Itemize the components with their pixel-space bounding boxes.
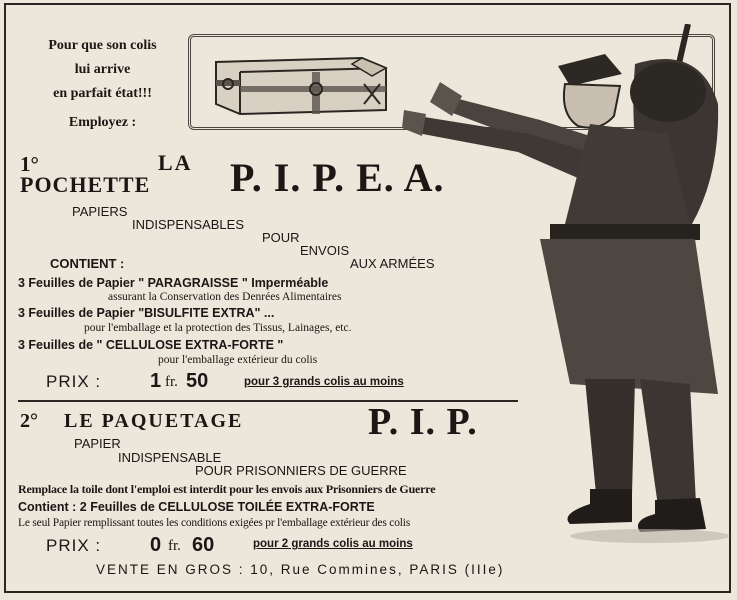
parcel-illustration — [212, 54, 390, 116]
section1-price-label: PRIX : — [46, 372, 102, 391]
section1-price-unit: fr. — [165, 374, 178, 390]
section2-price-cents: 60 — [192, 534, 215, 556]
section1-item-1-sub: assurant la Conservation des Denrées Alimentaires — [108, 291, 342, 303]
section1-price-cents: 50 — [186, 370, 209, 392]
section1-acronym-1: PAPIERS — [72, 204, 128, 219]
section2-acronym-3: POUR PRISONNIERS DE GUERRE — [195, 463, 407, 478]
section1-item-1: 3 Feuilles de Papier " PARAGRAISSE " Imperméable — [18, 276, 329, 290]
section2-price-unit: fr. — [168, 538, 181, 554]
footer-wholesale: VENTE EN GROS : 10, Rue Commines, PARIS (IIIe) — [96, 562, 505, 577]
section2-price-label: PRIX : — [46, 536, 102, 555]
section1-item-2-sub: pour l'emballage et la protection des Tissus, Lainages, etc. — [84, 322, 352, 334]
section2-acronym-1: PAPIER — [74, 436, 121, 451]
section1-price-value: 1 — [150, 370, 162, 392]
section2-line-1: Remplace la toile dont l'emploi est interdit pour les envois aux Prisonniers de Guerre — [18, 482, 436, 496]
section2-line-2: Contient : 2 Feuilles de CELLULOSE TOILÉE EXTRA-FORTE — [18, 500, 375, 514]
section1-contient: CONTIENT : — [50, 256, 125, 271]
section1-pochette: POCHETTE — [20, 172, 151, 197]
intro-line-2: lui arrive — [74, 62, 131, 77]
section2-title: LE PAQUETAGE — [64, 410, 244, 432]
intro-line-1: Pour que son colis — [48, 38, 157, 53]
section2-price-value: 0 — [150, 534, 162, 556]
section1-acronym-4: ENVOIS — [300, 243, 350, 258]
section2-line-3: Le seul Papier remplissant toutes les conditions exigées pr l'emballage extérieur des colis — [18, 517, 411, 529]
section1-number: 1° — [20, 152, 39, 176]
section1-item-2: 3 Feuilles de Papier "BISULFITE EXTRA" ... — [18, 306, 275, 320]
section1-la: LA — [158, 150, 193, 175]
section2-number: 2° — [20, 410, 38, 432]
section1-brand: P. I. P. E. A. — [230, 155, 445, 200]
section1-item-3: 3 Feuilles de " CELLULOSE EXTRA-FORTE " — [18, 338, 284, 352]
section2-price-note: pour 2 grands colis au moins — [253, 538, 413, 550]
intro-line-4: Employez : — [68, 115, 137, 130]
intro-line-3: en parfait état!!! — [53, 86, 152, 101]
section1-acronym-3: POUR — [262, 230, 300, 245]
soldier-illustration — [400, 24, 730, 549]
section1-acronym-2: INDISPENSABLES — [132, 217, 244, 232]
section2-acronym-2: INDISPENSABLE — [118, 450, 222, 465]
section1-item-3-sub: pour l'emballage extérieur du colis — [158, 354, 318, 366]
section1-acronym-5: AUX ARMÉES — [350, 256, 435, 271]
section2-brand: P. I. P. — [368, 401, 478, 443]
section1-price-note: pour 3 grands colis au moins — [244, 376, 404, 388]
